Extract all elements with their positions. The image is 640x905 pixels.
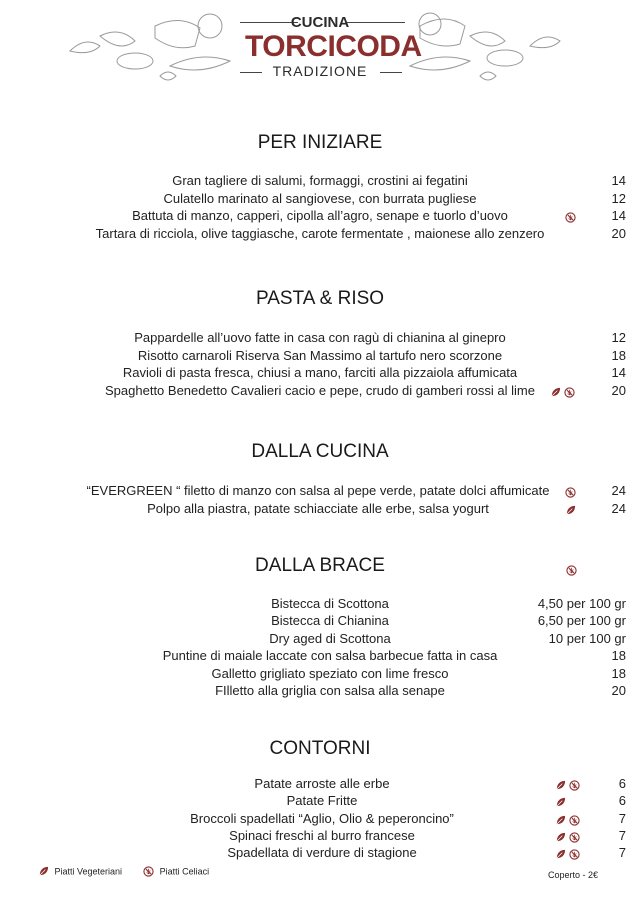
menu-item-price: 6 [618, 793, 626, 809]
menu-item-name: Patate arroste alle erbe [254, 776, 390, 791]
menu-item-name: Spadellata di verdure di stagione [227, 845, 417, 861]
menu-item-price: 18 [611, 347, 626, 363]
gluten-free-icon [565, 212, 576, 223]
menu-item-name: Patate Fritte [286, 793, 358, 809]
menu-item [0, 811, 640, 828]
menu-item [0, 483, 640, 500]
gluten-free-icon [569, 832, 580, 843]
gluten-free-icon [564, 387, 575, 398]
menu-item-icons [565, 502, 579, 517]
menu-item-price: 12 [611, 330, 626, 345]
menu-item-price: 7 [618, 810, 626, 826]
leaf-icon [565, 505, 576, 516]
leaf-icon [555, 780, 566, 791]
section-title: DALLA CUCINA [251, 441, 389, 462]
menu-item-name: Spaghetto Benedetto Cavalieri cacio e pepe, crudo di gamberi rossi al lime [105, 382, 535, 398]
menu-item-price: 6,50 per 100 gr [537, 613, 626, 629]
menu-item-price: 18 [611, 665, 626, 681]
menu-item-name: Battuta di manzo, capperi, cipolla all’agro, senape e tuorlo d’uovo [132, 208, 508, 223]
logo-line-cucina: CUCINA [290, 14, 350, 31]
menu-item-name: Pappardelle all’uovo fatte in casa con ragù di chianina al ginepro [134, 330, 506, 345]
menu-item [0, 613, 640, 630]
leaf-icon [555, 832, 566, 843]
divider [380, 72, 402, 73]
logo-line-torcicoda: TORCICODA [245, 30, 422, 63]
gluten-free-icon [569, 815, 580, 826]
menu-item-icons [555, 812, 583, 827]
menu-item [0, 793, 640, 810]
divider [240, 72, 262, 73]
cover-charge: Coperto - 2€ [548, 870, 599, 880]
menu-item-price: 14 [611, 365, 626, 380]
legend-celiac: Piatti Celiaci [159, 866, 210, 877]
menu-item-name: Broccoli spadellati “Aglio, Olio & peperoncino” [190, 810, 454, 826]
menu-item-name: FIlletto alla griglia con salsa alla senape [215, 683, 445, 698]
menu-item [0, 845, 640, 862]
menu-item-name: Bistecca di Scottona [271, 596, 389, 611]
menu-item-name: Gran tagliere di salumi, formaggi, crostini ai fegatini [172, 173, 468, 188]
legend [38, 866, 209, 877]
menu-item-icons [555, 829, 583, 844]
menu-item [0, 631, 640, 648]
menu-item-icons [550, 384, 578, 399]
gluten-free-icon [565, 487, 576, 498]
menu-item-name: Culatello marinato al sangiovese, con burrata pugliese [163, 190, 477, 206]
menu-item [0, 648, 640, 665]
menu-item-name: Risotto carnaroli Riserva San Massimo al tartufo nero scorzone [137, 347, 503, 363]
menu-item-name: Bistecca di Chianina [271, 613, 389, 629]
menu-item-price: 6 [618, 776, 626, 791]
gluten-free-icon [569, 849, 580, 860]
leaf-icon [555, 815, 566, 826]
menu-item [0, 501, 640, 518]
menu-item [0, 666, 640, 683]
menu-item-name: Tartara di ricciola, olive taggiasche, carote fermentate , maionese allo zenzero [95, 225, 545, 241]
menu-item-price: 20 [611, 683, 626, 698]
menu-item-price: 7 [618, 827, 626, 843]
menu-item [0, 226, 640, 243]
gluten-free-icon [143, 866, 154, 877]
menu-item-name: Spinaci freschi al burro francese [229, 827, 415, 843]
menu-item-price: 20 [611, 382, 626, 398]
menu-item-price: 12 [611, 190, 626, 206]
gluten-free-icon [569, 780, 580, 791]
restaurant-logo [60, 6, 580, 86]
legend-vegetarian: Piatti Vegeteriani [54, 866, 123, 877]
menu-item [0, 173, 640, 190]
menu-item-name: Polpo alla piastra, patate schiacciate alle erbe, salsa yogurt [147, 500, 489, 516]
leaf-icon [555, 849, 566, 860]
menu-item [0, 596, 640, 613]
menu-item-price: 24 [611, 483, 626, 498]
menu-item-price: 18 [611, 648, 626, 664]
menu-item-name: Ravioli di pasta fresca, chiusi a mano, farciti alla pizzaiola affumicata [122, 365, 518, 380]
section-title: DALLA BRACE [255, 555, 385, 576]
menu-item [0, 191, 640, 208]
menu-item-price: 24 [611, 500, 626, 516]
menu-item [0, 828, 640, 845]
menu-item-icons [555, 794, 569, 809]
menu-item-name: Puntine di maiale laccate con salsa barbecue fatta in casa [162, 648, 498, 664]
menu-item-price: 20 [611, 225, 626, 241]
section-title: PASTA & RISO [255, 288, 385, 309]
menu-item-price: 14 [611, 173, 626, 188]
menu-item-name: “EVERGREEN “ filetto di manzo con salsa al pepe verde, patate dolci affumicate [86, 483, 550, 498]
menu-item [0, 208, 640, 225]
menu-item-icons [555, 846, 583, 861]
menu-item-name: Galletto grigliato speziato con lime fresco [211, 665, 449, 681]
menu-item [0, 348, 640, 365]
menu-item-icons [565, 209, 579, 224]
menu-item-icons [565, 484, 579, 499]
leaf-icon [555, 797, 566, 808]
leaf-icon [550, 387, 561, 398]
logo-line-tradizione: TRADIZIONE [272, 63, 368, 79]
menu-item-price: 7 [618, 845, 626, 861]
menu-item [0, 330, 640, 347]
menu-item [0, 365, 640, 382]
leaf-icon [38, 866, 49, 877]
section-title-icons [566, 560, 580, 579]
gluten-free-icon [566, 565, 577, 576]
menu-item-name: Dry aged di Scottona [269, 630, 391, 646]
menu-item-price: 14 [611, 208, 626, 223]
menu-item-price: 4,50 per 100 gr [537, 596, 626, 611]
menu-item-icons [555, 777, 583, 792]
menu-item [0, 683, 640, 700]
section-title: PER INIZIARE [257, 132, 383, 153]
menu-item [0, 383, 640, 400]
menu-item [0, 776, 640, 793]
section-title: CONTORNI [269, 738, 371, 759]
menu-item-price: 10 per 100 gr [548, 630, 626, 646]
